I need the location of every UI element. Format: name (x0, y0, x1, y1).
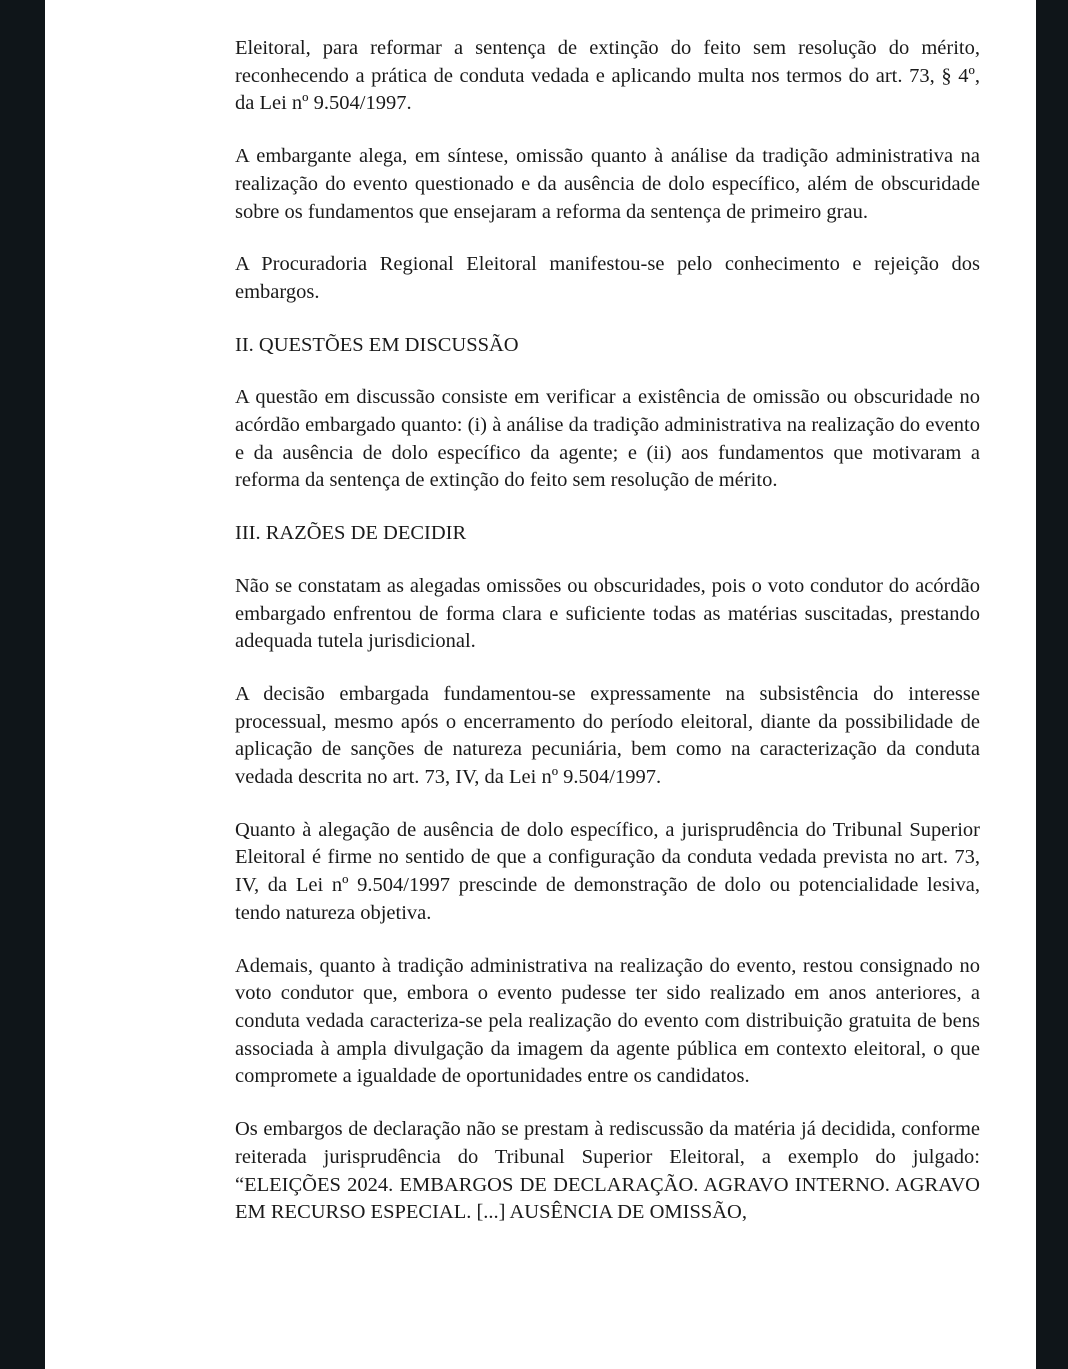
paragraph-question-in-discussion: A questão em discussão consiste em verificar a existência de omissão ou obscuridade no acórdão embargado quanto: (i) à análise da tradição administrativa na realização do evento e da ausência de dolo específico da agente; e (ii) aos fundamentos que motivaram a reforma da sentença de extinção do feito sem resolução de mérito. (235, 386, 980, 492)
section-heading-questoes: II. QUESTÕES EM DISCUSSÃO (235, 333, 519, 356)
paragraph-sentence-reform: Eleitoral, para reformar a sentença de extinção do feito sem resolução do mérito, reconhecendo a prática de conduta vedada e aplicando multa nos termos do art. 73, § 4º, da Lei nº 9.504/1997. (235, 37, 980, 115)
document-page (45, 0, 1036, 1369)
section-heading-razoes: III. RAZÕES DE DECIDIR (235, 522, 467, 545)
document-content (235, 35, 980, 1252)
paragraph-administrative-tradition: Ademais, quanto à tradição administrativa na realização do evento, restou consignado no voto condutor que, embora o evento pudesse ter sido realizado em anos anteriores, a conduta vedada caracteriza-se pela realização do evento com distribuição gratuita de bens associada à ampla divulgação da imagem da agente pública em contexto eleitoral, o que compromete a igualdade de oportunidades entre os candidatos. (235, 954, 980, 1088)
paragraph-specific-intent: Quanto à alegação de ausência de dolo específico, a jurisprudência do Tribunal Superior Eleitoral é firme no sentido de que a configuração da conduta vedada prevista no art. 73, IV, da Lei nº 9.504/1997 prescinde de demonstração de dolo ou potencialidade lesiva, tendo natureza objetiva. (235, 818, 980, 924)
paragraph-embargos-rediscussion: Os embargos de declaração não se prestam à rediscussão da matéria já decidida, conforme reiterada jurisprudência do Tribunal Superior Eleitoral, a exemplo do julgado: “ELEIÇÕES 2024. EMBARGOS DE DECLARAÇÃO. AGRAVO INTERNO. AGRAVO EM RECURSO ESPECIAL. [...] AUSÊNCIA DE OMISSÃO, (235, 1118, 980, 1224)
paragraph-decision-grounds: A decisão embargada fundamentou-se expressamente na subsistência do interesse processual, mesmo após o encerramento do período eleitoral, diante da possibilidade de aplicação de sanções de natureza pecuniária, bem como na caracterização da conduta vedada descrita no art. 73, IV, da Lei nº 9.504/1997. (235, 682, 980, 789)
paragraph-procuradoria-opinion: A Procuradoria Regional Eleitoral manifestou-se pelo conhecimento e rejeição dos embargos. (235, 253, 980, 303)
paragraph-embargante-allegations: A embargante alega, em síntese, omissão quanto à análise da tradição administrativa na realização do evento questionado e da ausência de dolo específico, além de obscuridade sobre os fundamentos que ensejaram a reforma da sentença de primeiro grau. (235, 145, 980, 223)
paragraph-no-omissions: Não se constatam as alegadas omissões ou obscuridades, pois o voto condutor do acórdão embargado enfrentou de forma clara e suficiente todas as matérias suscitadas, prestando adequada tutela jurisdicional. (235, 574, 980, 653)
